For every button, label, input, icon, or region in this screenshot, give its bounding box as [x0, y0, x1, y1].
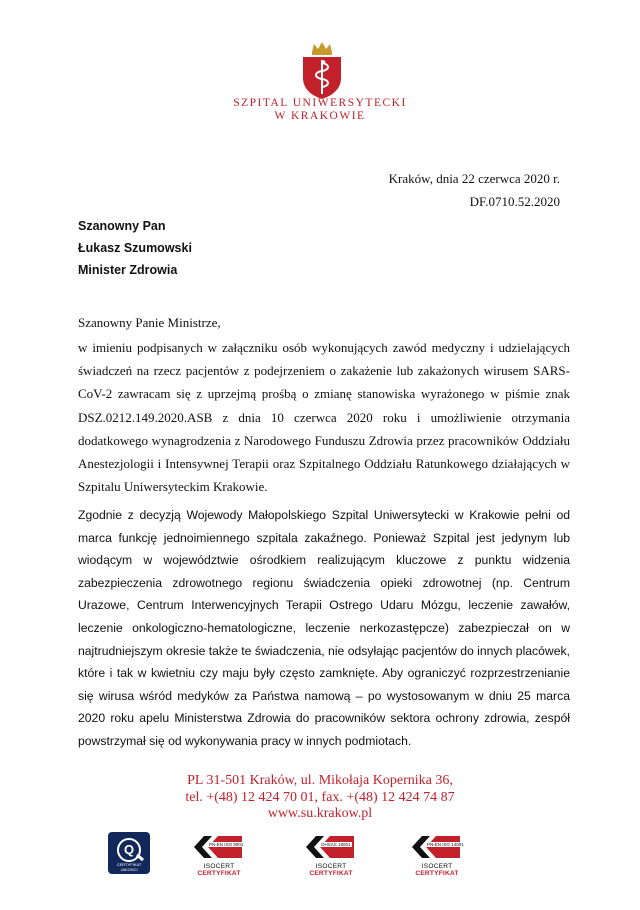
certificate-standard: PN-EN ISO 14001 [427, 842, 464, 847]
isocert-certificate-2 [296, 832, 366, 878]
footer-phone: tel. +(48) 12 424 70 01, fax. +(48) 12 424 74 87 [185, 790, 455, 805]
certificate-label: ISOCERT CERTYFIKAT [197, 863, 241, 877]
letter-date: Kraków, dnia 22 czerwca 2020 r. [388, 171, 560, 186]
reference-number: DF.0710.52.2020 [469, 194, 560, 209]
isocert-certificate-1 [184, 832, 254, 878]
certification-logos [0, 830, 640, 880]
quality-q-badge-icon [108, 832, 150, 874]
quality-letter: Q [117, 838, 141, 862]
hospital-name-line1: SZPITAL UNIWERSYTECKI [233, 97, 407, 109]
body-paragraph-1: w imieniu podpisanych w załączniku osób wykonujących zawód medyczny i udzielających świadczeń na rzecz pacjentów z podejrzeniem o zakażenie lub zakażonych wirusem SARS-CoV-2 zawracam się z uprzejmą prośbą o zmianę stanowiska wyrażonego w piśmie znak DSZ.0212.149.2020.ASB z dnia 10 czerwca 2020 roku i umożliwienie otrzymania dodatkowego wynagrodzenia z Narodowego Funduszu Zdrowia przez pracowników Oddziału Anestezjologii i Intensywnej Terapii oraz Szpitalnego Oddziału Ratunkowego działających w Szpitalu Uniwersyteckim Krakowie. [78, 340, 570, 495]
isocert-mark-icon [194, 836, 242, 858]
body-paragraph-2: Zgodnie z decyzją Wojewody Małopolskiego Szpital Uniwersytecki w Krakowie pełni od marca funkcję jednoimiennego szpitala zakaźnego. Ponieważ Szpital jest jedynym lub wiodącym w województwie ośrodkiem realizującym kluczowe z punktu widzenia zabezpieczenia zdrowotnego regionu świadczenia opieki zdrowotnej (np. Centrum Urazowe, Centrum Interwencyjnych Terapii Ostrego Udaru Mózgu, leczenie zawałów, leczenie onkologiczno-hematologiczne, leczenie nerkozastępcze) zabezpieczał on w najtrudniejszym okresie także te świadczenia, nie odsyłając pacjentów do innych placówek, które i tak w kwietniu czy maju były często zamknięte. Aby ograniczyć rozprzestrzenianie się wirusa wśród medyków za Państwa namową – po wystosowanym w dniu 25 marca 2020 roku apelu Ministerstwa Zdrowia do pracowników sektora ochrony zdrowia, zespół powstrzymał się od wykonywania pracy w innych podmiotach. [78, 508, 570, 748]
isocert-certificate-3 [402, 832, 472, 878]
recipient-position: Minister Zdrowia [78, 263, 178, 277]
footer-website[interactable]: www.su.krakow.pl [267, 806, 373, 821]
crest-icon [300, 40, 344, 100]
isocert-mark-icon [412, 836, 460, 858]
quality-caption: CERTYFIKAT JAKOSCI [116, 862, 142, 872]
certificate-label: ISOCERT CERTYFIKAT [309, 863, 353, 877]
footer-address: PL 31-501 Kraków, ul. Mikołaja Kopernika 36, [187, 773, 453, 788]
salutation: Szanowny Panie Ministrze, [78, 315, 221, 330]
recipient-title: Szanowny Pan [78, 219, 166, 233]
hospital-name-line2: W KRAKOWIE [274, 110, 366, 122]
recipient-name: Łukasz Szumowski [78, 241, 192, 255]
certificate-standard: OHSAS 18001 [321, 842, 351, 847]
isocert-mark-icon [306, 836, 354, 858]
certificate-standard: PN-EN ISO 9001 [209, 842, 244, 847]
certificate-label: ISOCERT CERTYFIKAT [415, 863, 459, 877]
